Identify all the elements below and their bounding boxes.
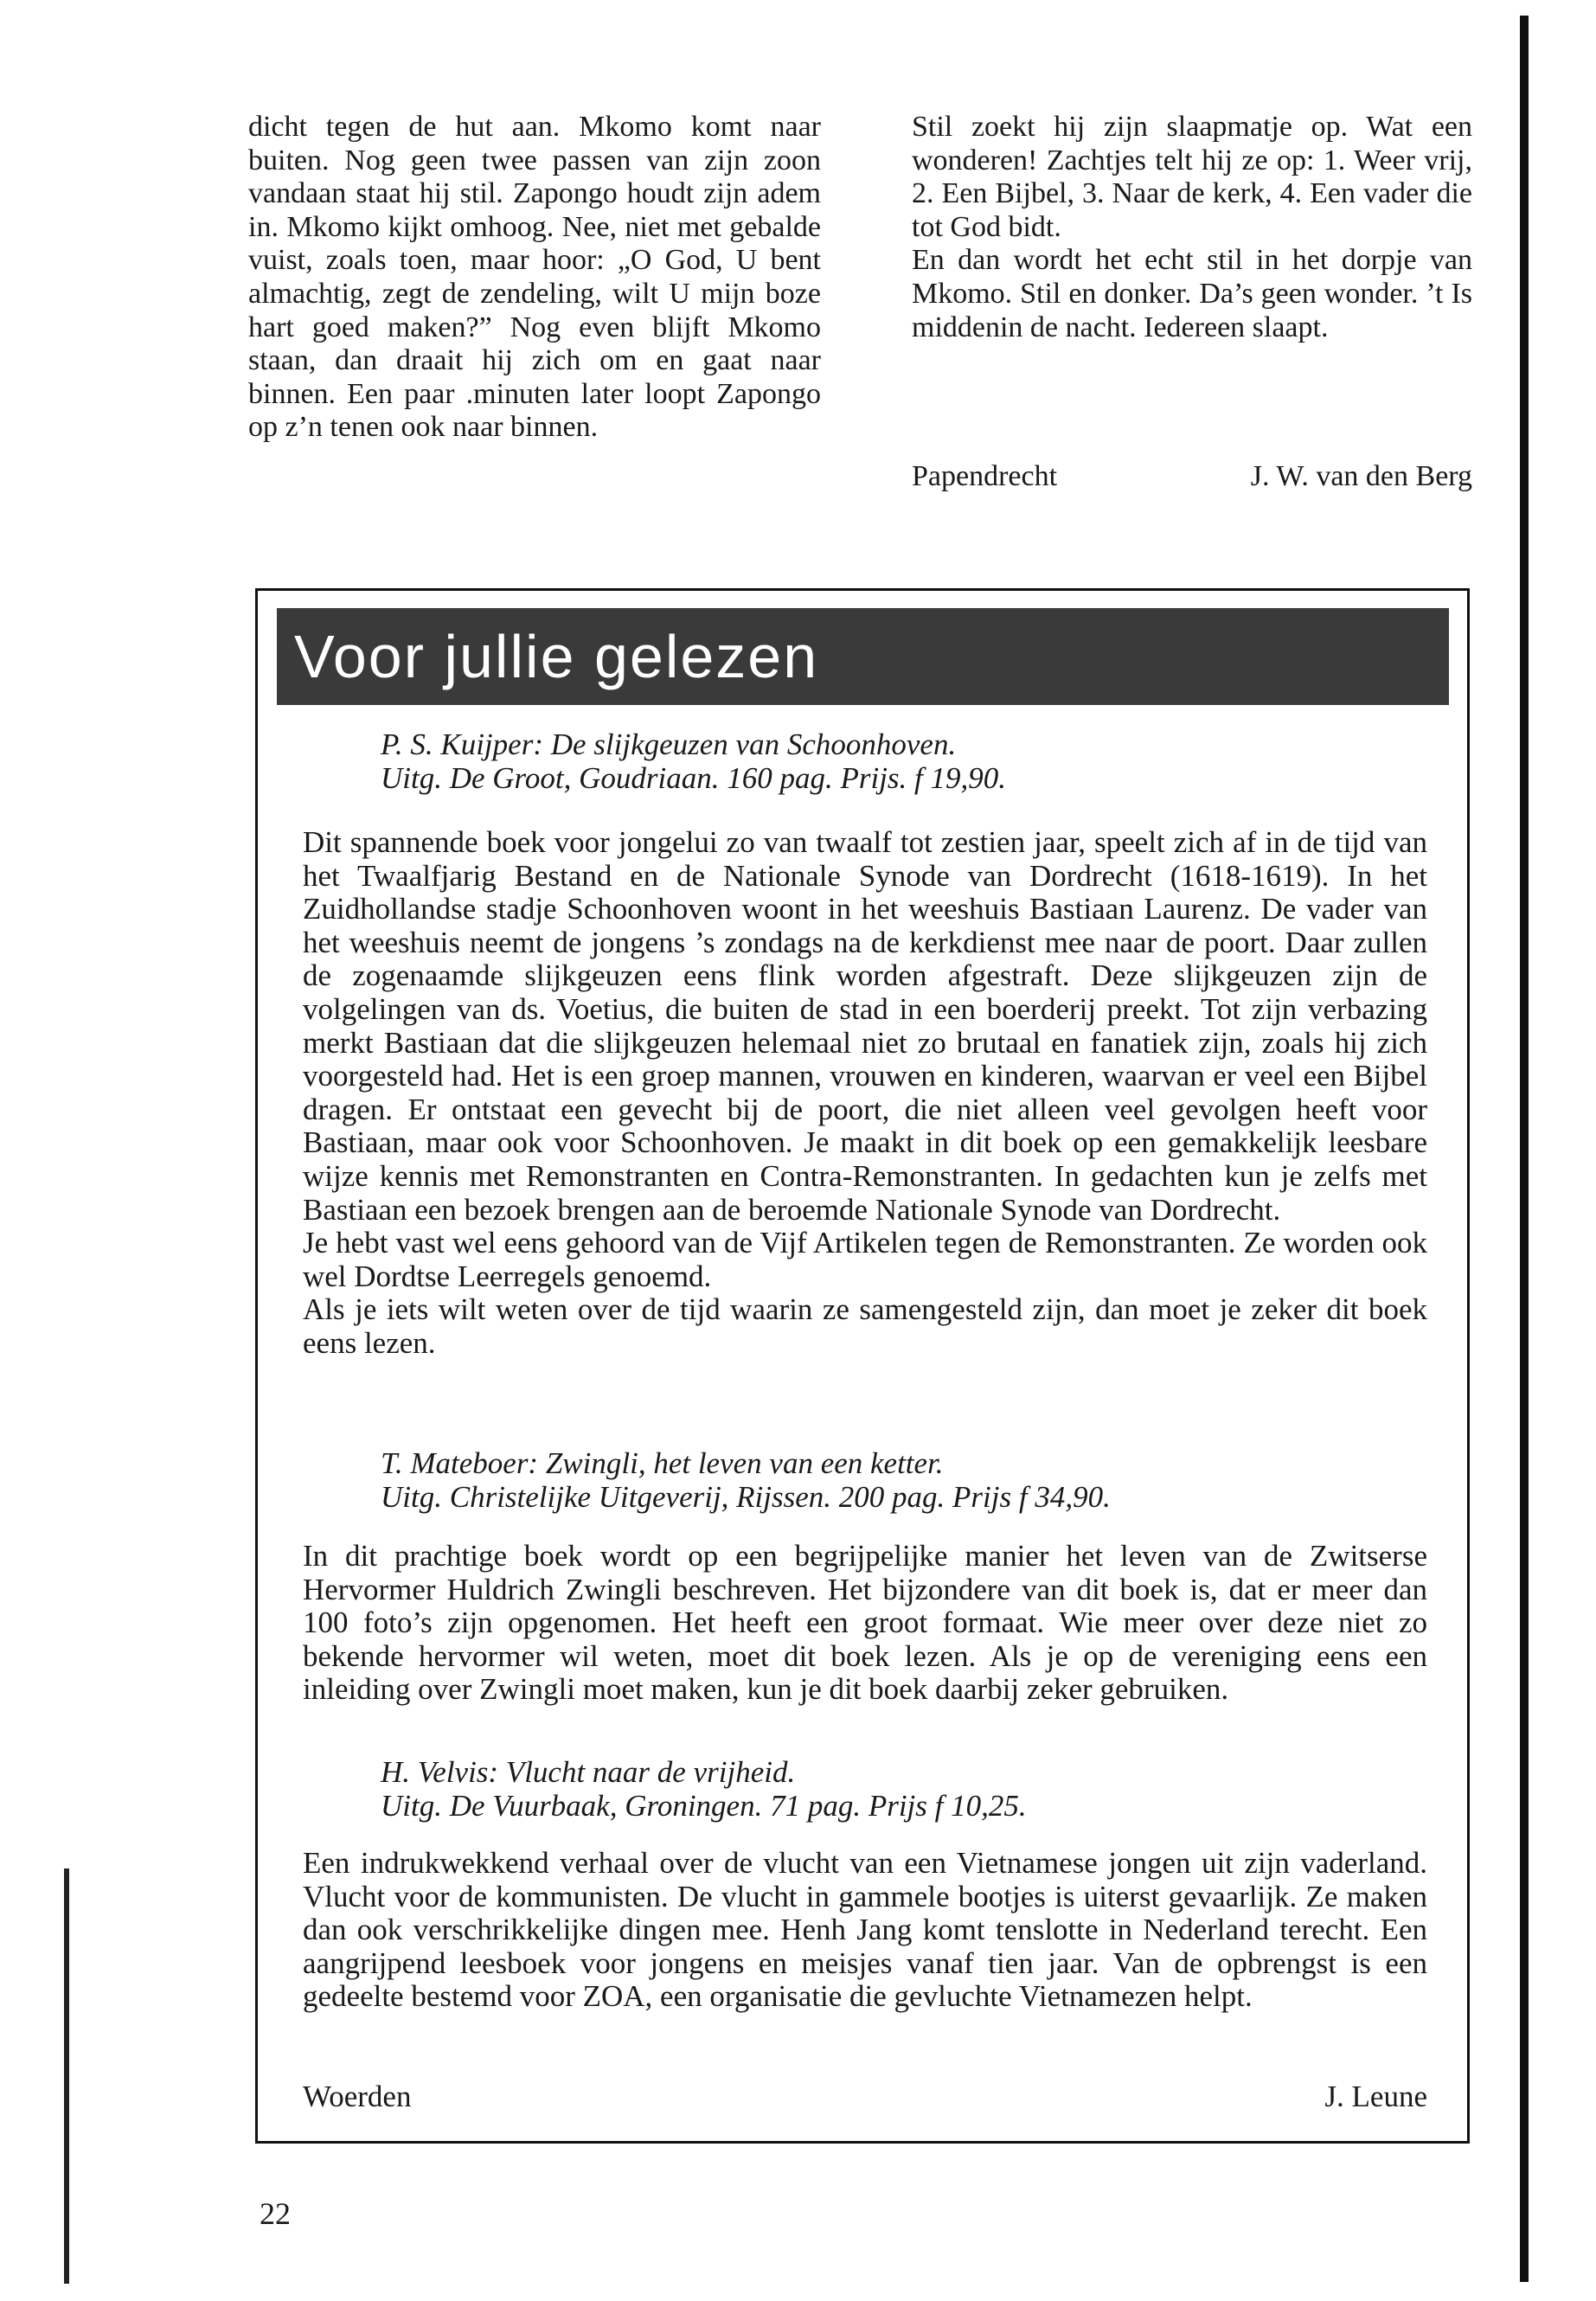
book-2-bibliography — [381, 1447, 1419, 1514]
signature-place: Papendrecht — [912, 460, 1058, 492]
review-paragraph: In dit prachtige boek wordt op een begrijpelijke manier het leven van de Zwitserse Hervormer Huldrich Zwingli beschreven. Het bijzondere van dit boek is, dat er meer dan 100 foto’s zijn opgenomen. Het heeft een groot formaat. Wie meer over deze niet zo bekende hervormer wil weten, moet dit boek lezen. Als je op de vereniging eens een inleiding over Zwingli moet maken, kun je dit boek daarbij zeker gebruiken. — [303, 1539, 1427, 1707]
review-paragraph: Als je iets wilt weten over de tijd waarin ze samengesteld zijn, dan moet je zeker dit boek eens lezen. — [303, 1292, 1427, 1360]
book-publisher-line: Uitg. De Groot, Goudriaan. 160 pag. Prijs. f 19,90. — [381, 760, 1007, 795]
signature-author: J. Leune — [1324, 2080, 1427, 2113]
book-1-review — [303, 826, 1427, 1361]
signature-author: J. W. van den Berg — [1250, 460, 1472, 492]
section-title: Voor jullie gelezen — [294, 623, 819, 690]
book-title-line: T. Mateboer: Zwingli, het leven van een ketter. — [381, 1446, 944, 1480]
book-1-bibliography — [381, 728, 1419, 795]
book-2-review — [303, 1540, 1427, 1707]
book-publisher-line: Uitg. De Vuurbaak, Groningen. 71 pag. Prijs f 10,25. — [381, 1788, 1027, 1823]
page-number: 22 — [260, 2196, 291, 2231]
story-left-column — [248, 111, 821, 445]
story-paragraph: dicht tegen de hut aan. Mkomo komt naar buiten. Nog geen twee passen van zijn zoon vandaan staat hij stil. Zapongo houdt zijn adem in. Mkomo kijkt omhoog. Nee, niet met gebalde vuist, zoals toen, maar hoor: „O God, U bent almachtig, zegt de zendeling, wilt U mijn boze hart goed maken?” Nog even blijft Mkomo staan, dan draait hij zich om en gaat naar binnen. Een paar .minuten later loopt Zapongo op z’n tenen ook naar binnen. — [248, 111, 821, 444]
book-3-review — [303, 1847, 1427, 2014]
book-title-line: P. S. Kuijper: De slijkgeuzen van Schoonhoven. — [381, 727, 957, 761]
review-paragraph: Dit spannende boek voor jongelui zo van twaalf tot zestien jaar, speelt zich af in de tijd van het Twaalfjarig Bestand en de Nationale Synode van Dordrecht (1618-1619). In het Zuidhollandse stadje Schoonhoven woont in het weeshuis Bastiaan Laurenz. De vader van het weeshuis neemt de jongens ’s zondags na de kerkdienst mee naar de poort. Daar zullen de zogenaamde slijkgeuzen eens flink worden afgestraft. Deze slijkgeuzen zijn de volgelingen van ds. Voetius, die buiten de stad in een boerderij preekt. Tot zijn verbazing merkt Bastiaan dat die slijkgeuzen helemaal niet zo brutaal en fanatiek zijn, zoals hij zich voorgesteld had. Het is een groep mannen, vrouwen en kinderen, waarvan er veel een Bijbel dragen. Er ontstaat een gevecht bij de poort, die niet alleen veel gevolgen heeft voor Bastiaan, maar ook voor Schoonhoven. Je maakt in dit boek op een gemakkelijk leesbare wijze kennis met Remonstranten en Contra-Remonstranten. In gedachten kun je zelfs met Bastiaan een bezoek brengen aan de beroemde Nationale Synode van Dordrecht. — [303, 825, 1427, 1227]
review-signature — [303, 2080, 1427, 2114]
scan-margin-rule — [64, 1868, 69, 2284]
story-paragraph: Stil zoekt hij zijn slaapmatje op. Wat een wonderen! Zachtjes telt hij ze op: 1. Weer vrij, 2. Een Bijbel, 3. Naar de kerk, 4. Een vader die tot God bidt. — [912, 111, 1472, 243]
scan-edge-bar — [1520, 16, 1529, 2282]
review-paragraph: Een indrukwekkend verhaal over de vlucht van een Vietnamese jongen uit zijn vaderland. Vlucht voor de kommunisten. De vlucht in gammele bootjes is uiterst gevaarlijk. Ze maken dan ook verschrikkelijke dingen mee. Henh Jang komt tenslotte in Nederland terecht. Een aangrijpend leesboek voor jongens en meisjes vanaf tien jaar. Van de opbrengst is een gedeelte bestemd voor ZOA, een organisatie die gevluchte Vietnamezen helpt. — [303, 1846, 1427, 2014]
section-banner — [277, 608, 1449, 705]
story-signature — [912, 460, 1472, 493]
story-paragraph: En dan wordt het echt stil in het dorpje van Mkomo. Stil en donker. Da’s geen wonder. ’t Is middenin de nacht. Iedereen slaapt. — [912, 244, 1472, 343]
book-3-bibliography — [381, 1756, 1419, 1823]
signature-place: Woerden — [303, 2080, 412, 2113]
book-publisher-line: Uitg. Christelijke Uitgeverij, Rijssen. 200 pag. Prijs f 34,90. — [381, 1479, 1111, 1514]
book-title-line: H. Velvis: Vlucht naar de vrijheid. — [381, 1755, 796, 1789]
story-right-column — [912, 111, 1472, 344]
review-paragraph: Je hebt vast wel eens gehoord van de Vijf Artikelen tegen de Remonstranten. Ze worden ook wel Dordtse Leerregels genoemd. — [303, 1226, 1427, 1293]
